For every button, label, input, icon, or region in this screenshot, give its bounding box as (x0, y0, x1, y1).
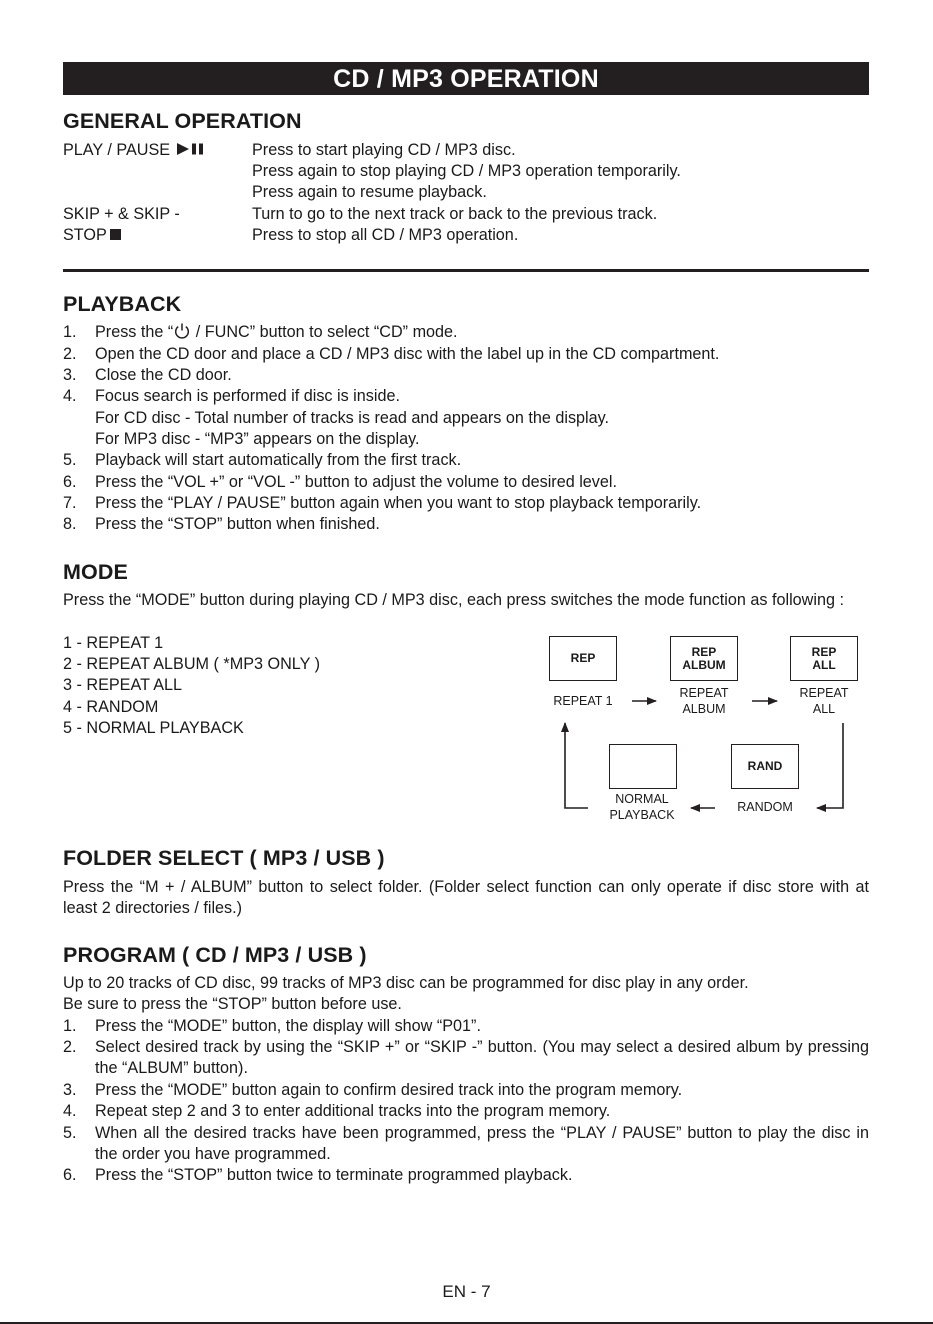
rep-display-text: REP (570, 651, 596, 665)
mode-item: 2 - REPEAT ALBUM ( *MP3 ONLY ) (63, 655, 320, 673)
repeat-album-label-1: REPEAT (679, 686, 729, 700)
rep-all-display-text-2: ALL (812, 657, 836, 672)
normal-display-box (609, 744, 677, 789)
playback-step-8: Press the “STOP” button when finished. (95, 515, 380, 533)
program-step-number: 3. (63, 1081, 77, 1099)
skip-desc: Turn to go to the next track or back to the previous track. (252, 205, 658, 223)
mode-heading: MODE (63, 560, 128, 584)
rep-all-display-box (790, 636, 858, 681)
playback-step-1-post: / FUNC” button to select “CD” mode. (191, 323, 458, 341)
playback-step-4: Focus search is performed if disc is inside. (95, 387, 400, 405)
mode-item: 1 - REPEAT 1 (63, 634, 164, 652)
playback-step-5: Playback will start automatically from the first track. (95, 451, 462, 469)
playback-step-4-sub-1: For CD disc - Total number of tracks is read and appears on the display. (95, 409, 610, 427)
folder-select-heading: FOLDER SELECT ( MP3 / USB ) (63, 846, 385, 870)
program-step-6: Press the “STOP” button twice to terminate programmed playback. (95, 1166, 573, 1184)
playback-step-number: 2. (63, 345, 77, 363)
stop-desc: Press to stop all CD / MP3 operation. (252, 226, 519, 244)
program-step-2: Select desired track by using the “SKIP +” or “SKIP -” button. (You may select a desired album by pressing the “ALBUM” button). (95, 1038, 869, 1078)
repeat-album-label-2: ALBUM (682, 702, 726, 716)
playback-step-number: 3. (63, 366, 77, 384)
repeat-album-label (664, 685, 744, 717)
general-operation-heading: GENERAL OPERATION (63, 109, 302, 133)
play-pause-desc-3: Press again to resume playback. (252, 183, 487, 201)
rep-all-display-text-1: REP (811, 644, 837, 659)
normal-playback-label-2: PLAYBACK (609, 808, 675, 822)
skip-key: SKIP + & SKIP - (63, 205, 180, 223)
mode-item: 3 - REPEAT ALL (63, 676, 183, 694)
program-step-number: 5. (63, 1124, 77, 1142)
rep-display-box (549, 636, 617, 681)
program-step-number: 6. (63, 1166, 77, 1184)
playback-step-number: 4. (63, 387, 77, 405)
playback-step-4-sub-2: For MP3 disc - “MP3” appears on the display. (95, 430, 420, 448)
repeat-all-label (784, 685, 864, 717)
playback-step-6: Press the “VOL +” or “VOL -” button to adjust the volume to desired level. (95, 473, 617, 491)
playback-step-number: 5. (63, 451, 77, 469)
program-heading: PROGRAM ( CD / MP3 / USB ) (63, 943, 367, 967)
playback-step-7: Press the “PLAY / PAUSE” button again when you want to stop playback temporarily. (95, 494, 702, 512)
random-label: RANDOM (737, 800, 793, 814)
page-title: CD / MP3 OPERATION (63, 62, 869, 95)
rep-album-display-box (670, 636, 738, 681)
mode-item: 4 - RANDOM (63, 698, 159, 716)
rep-album-display-text-2: ALBUM (682, 657, 726, 672)
rep-album-display-text-1: REP (691, 644, 717, 659)
mode-item: 5 - NORMAL PLAYBACK (63, 719, 244, 737)
mode-intro: Press the “MODE” button during playing CD / MP3 disc, each press switches the mode function as following : (63, 591, 844, 609)
rand-display-text: RAND (747, 759, 783, 773)
page-number: EN - 7 (442, 1282, 491, 1301)
repeat-all-label-1: REPEAT (799, 686, 849, 700)
stop-label: STOP (63, 226, 107, 244)
program-intro-1: Up to 20 tracks of CD disc, 99 tracks of MP3 disc can be programmed for disc play in any order. (63, 974, 749, 992)
playback-step-number: 7. (63, 494, 77, 512)
playback-step-number: 6. (63, 473, 77, 491)
repeat-all-label-2: ALL (812, 702, 836, 716)
folder-select-text: Press the “M + / ALBUM” button to select folder. (Folder select function can only operate if disc store with at least 2 directories / files.) (63, 878, 869, 918)
normal-playback-label (597, 791, 687, 823)
playback-heading: PLAYBACK (63, 292, 182, 316)
play-pause-label: PLAY / PAUSE (63, 141, 171, 159)
program-step-number: 2. (63, 1038, 77, 1056)
program-step-1: Press the “MODE” button, the display will show “P01”. (95, 1017, 481, 1035)
program-step-4: Repeat step 2 and 3 to enter additional tracks into the program memory. (95, 1102, 611, 1120)
playback-step-3: Close the CD door. (95, 366, 232, 384)
playback-step-number: 8. (63, 515, 77, 533)
normal-playback-label-1: NORMAL (615, 792, 669, 806)
program-step-number: 1. (63, 1017, 77, 1035)
playback-step-1-pre: Press the “ (95, 323, 174, 341)
program-step-3: Press the “MODE” button again to confirm desired track into the program memory. (95, 1081, 683, 1099)
playback-step-2: Open the CD door and place a CD / MP3 disc with the label up in the CD compartment. (95, 345, 720, 363)
program-step-5: When all the desired tracks have been programmed, press the “PLAY / PAUSE” button to play the disc in the order you have programmed. (95, 1124, 869, 1164)
play-pause-desc-2: Press again to stop playing CD / MP3 operation temporarily. (252, 162, 681, 180)
rand-display-box (731, 744, 799, 789)
play-pause-desc-1: Press to start playing CD / MP3 disc. (252, 141, 516, 159)
program-intro-2: Be sure to press the “STOP” button before use. (63, 995, 402, 1013)
program-step-number: 4. (63, 1102, 77, 1120)
playback-step-number: 1. (63, 323, 77, 341)
repeat1-label: REPEAT 1 (553, 694, 613, 708)
